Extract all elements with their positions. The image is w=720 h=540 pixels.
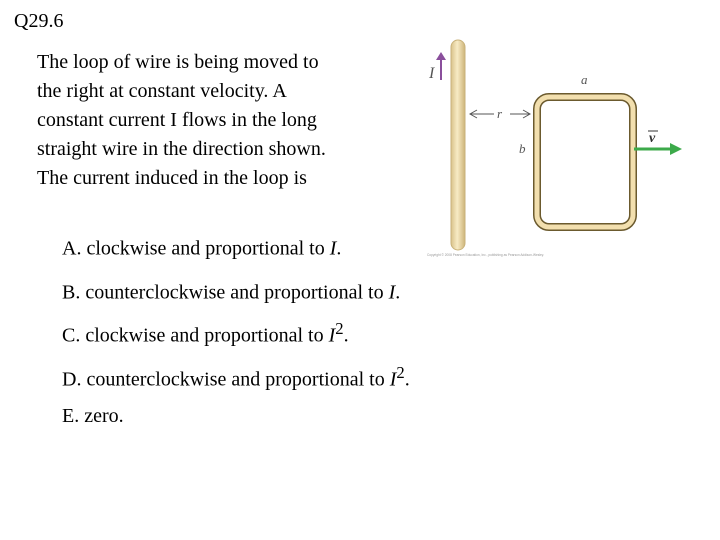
- loop-height-label: b: [519, 141, 526, 156]
- stem-line: the right at constant velocity. A: [37, 80, 287, 102]
- physics-diagram: [420, 30, 720, 265]
- option-end: .: [343, 324, 349, 347]
- stem-line: The current induced in the loop is: [37, 167, 307, 189]
- current-label: I: [429, 65, 435, 82]
- option-variable: I: [389, 368, 397, 391]
- distance-label: r: [497, 106, 503, 121]
- option-end: .: [404, 368, 410, 391]
- option-text: zero.: [84, 405, 124, 427]
- option-text: counterclockwise and proportional to: [86, 368, 385, 391]
- option-variable: I: [388, 281, 396, 304]
- velocity-arrow-icon: [634, 143, 682, 155]
- option-letter: D.: [62, 368, 82, 391]
- wire-loop: [537, 97, 633, 227]
- option-variable: I: [329, 237, 337, 260]
- option-e[interactable]: [62, 402, 410, 446]
- straight-wire: [451, 40, 465, 250]
- loop-width-label: a: [581, 72, 588, 87]
- option-a[interactable]: [62, 228, 410, 272]
- option-c[interactable]: [62, 315, 410, 359]
- stem-line: The loop of wire is being moved to: [37, 51, 319, 73]
- option-d[interactable]: [62, 359, 410, 403]
- option-text: clockwise and proportional to: [85, 324, 324, 347]
- current-arrow-icon: [436, 52, 446, 80]
- option-variable: I: [328, 324, 336, 347]
- option-letter: A.: [62, 237, 82, 260]
- option-power: 2: [396, 362, 405, 382]
- option-end: .: [336, 237, 342, 260]
- option-end: .: [395, 281, 401, 304]
- stem-line: straight wire in the direction shown.: [37, 138, 326, 160]
- option-text: counterclockwise and proportional to: [85, 281, 384, 304]
- velocity-label: v: [649, 131, 656, 146]
- option-b[interactable]: [62, 272, 410, 316]
- diagram-svg: [420, 30, 720, 265]
- question-stem: [37, 48, 417, 193]
- stem-line: constant current I flows in the long: [37, 109, 317, 131]
- option-letter: B.: [62, 281, 81, 304]
- wire-loop-fill: [537, 97, 633, 227]
- option-letter: C.: [62, 324, 81, 347]
- option-power: 2: [335, 319, 344, 338]
- answer-options: [62, 228, 410, 446]
- copyright-text: Copyright © 2008 Pearson Education, Inc., publishing as Pearson Addison-Wesley.: [427, 253, 545, 257]
- question-number: Q29.6: [14, 10, 64, 32]
- option-letter: E.: [62, 405, 80, 427]
- option-text: clockwise and proportional to: [86, 237, 325, 260]
